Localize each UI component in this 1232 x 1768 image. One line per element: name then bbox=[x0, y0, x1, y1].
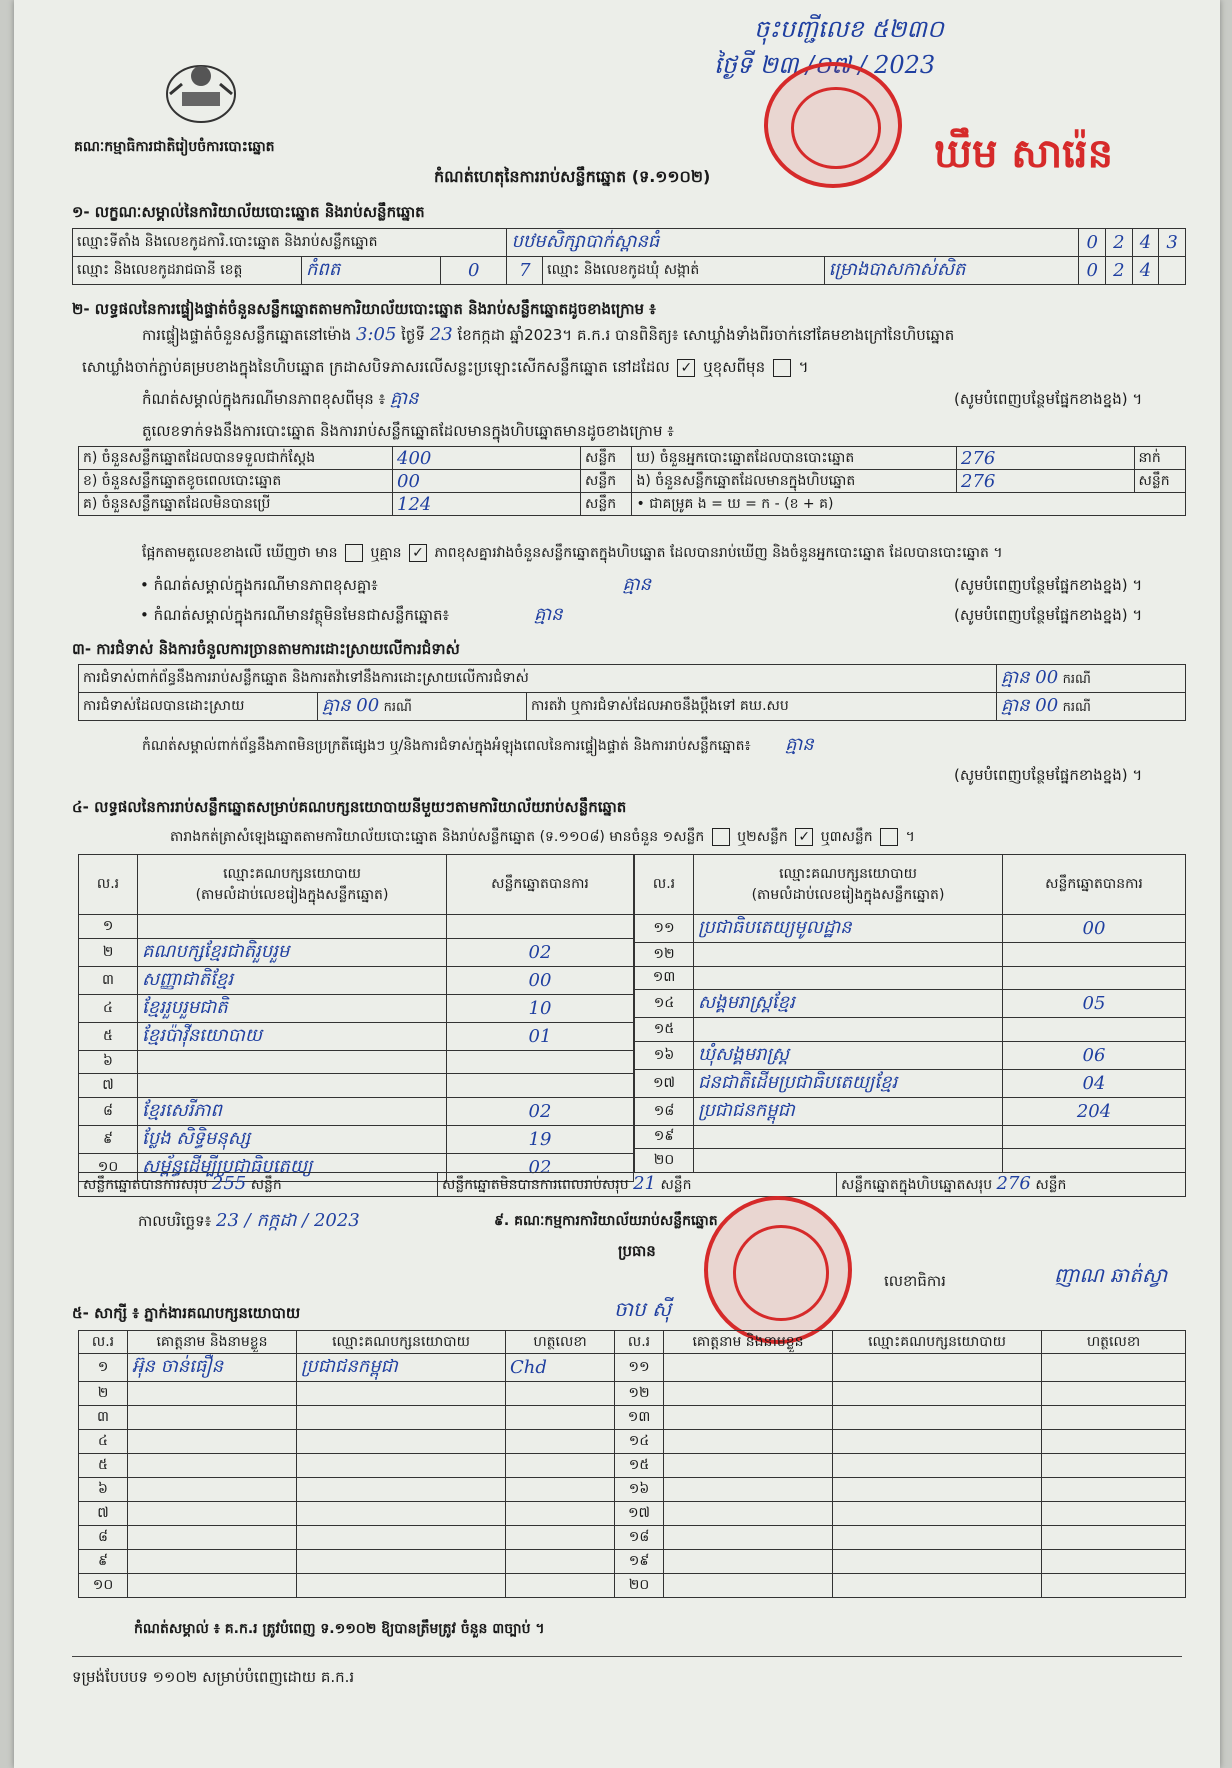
party-row-name bbox=[138, 915, 447, 939]
witness-name bbox=[664, 1382, 833, 1406]
witness-signature bbox=[506, 1354, 615, 1382]
party-row bbox=[635, 1018, 1186, 1042]
party-row-name bbox=[138, 994, 447, 1022]
appeals-value: គ្មាន 00 bbox=[1001, 695, 1059, 716]
ballots-spoiled-value: 00 bbox=[397, 470, 420, 492]
party-row bbox=[635, 1125, 1186, 1149]
witness-party bbox=[297, 1382, 506, 1406]
witness-row bbox=[79, 1502, 1186, 1526]
party-name: ឃុំសង្គមរាស្ត្រ bbox=[698, 1043, 790, 1065]
witness-number: ១១ bbox=[615, 1354, 664, 1382]
ballots-in-box-value: 276 bbox=[961, 470, 996, 492]
witness-signature bbox=[1042, 1550, 1186, 1574]
party-name: សង្គមរាស្ត្រខ្មែរ bbox=[698, 992, 795, 1013]
discrepancy-yes-checkbox[interactable] bbox=[345, 544, 363, 562]
commission-label: ៩. គណៈកម្មការការិយាល័យរាប់សន្លឹកឆ្នោត bbox=[494, 1213, 718, 1229]
party-row-votes bbox=[1003, 1149, 1186, 1173]
party-row-name bbox=[694, 1149, 1003, 1173]
witness-signature bbox=[506, 1550, 615, 1574]
party-row-name bbox=[138, 966, 447, 994]
party-row bbox=[79, 1097, 634, 1125]
party-votes: 02 bbox=[528, 941, 552, 963]
party-name: ប្រជាជនកម្ពុជា bbox=[698, 1099, 795, 1121]
party-name: ជនជាតិដើមប្រជាធិបតេយ្យខ្មែរ bbox=[698, 1071, 898, 1093]
witness-signature bbox=[1042, 1454, 1186, 1478]
witness-name bbox=[664, 1574, 833, 1598]
party-name: ខ្មែររួបរួមជាតិ bbox=[142, 996, 228, 1018]
witness-number: ១ bbox=[79, 1354, 128, 1382]
witness-signature bbox=[1042, 1526, 1186, 1550]
witness-signature bbox=[1042, 1430, 1186, 1454]
unchanged-checkbox[interactable]: ✓ bbox=[677, 359, 695, 377]
party-name: គណបក្សខ្មែរជាតិរួបរួម bbox=[142, 940, 290, 962]
ballots-unused-value: 124 bbox=[397, 493, 432, 515]
witness-party bbox=[833, 1478, 1042, 1502]
witness-party bbox=[833, 1502, 1042, 1526]
party-row-votes bbox=[1003, 1125, 1186, 1149]
party-row-name bbox=[138, 1097, 447, 1125]
party-row-votes bbox=[447, 1022, 634, 1050]
party-name: ប្រជាធិបតេយ្យមូលដ្ឋាន bbox=[698, 917, 852, 938]
witness-number: ៩ bbox=[79, 1550, 128, 1574]
party-row-number: ១៥ bbox=[635, 1018, 694, 1042]
fill-hint: (សូមបំពេញបន្ថែមផ្នែកខាងខ្នង) ។ bbox=[954, 576, 1143, 594]
party-row-votes bbox=[447, 966, 634, 994]
party-row-number: ១៣ bbox=[635, 966, 694, 990]
party-row bbox=[79, 1125, 634, 1153]
witness-signature bbox=[1042, 1382, 1186, 1406]
section3-title: ៣- ការជំទាស់ និងការចំនួលការច្រានតាមការដោះស្រាយលើការជំទាស់ bbox=[72, 640, 460, 658]
party-row-name bbox=[694, 1125, 1003, 1149]
figures-intro: តួលេខទាក់ទងនឹងការបោះឆ្នោត និងការរាប់សន្លឹកឆ្នោតដែលមានក្នុងហិបឆ្នោតមានដូចខាងក្រោម ៖ bbox=[142, 422, 674, 440]
party-row-number: ១៤ bbox=[635, 990, 694, 1018]
witness-row bbox=[79, 1430, 1186, 1454]
ballot-figures-table: ក) ចំនួនសន្លឹកឆ្នោតដែលបានទទួលជាក់ស្តែង 400 សន្លឹក ឃ) ចំនួនអ្នកបោះឆ្នោតដែលបានបោះឆ្នោត 276 នាក់ ខ) ចំនួនសន្លឹកឆ្នោតខូចពេលបោះឆ្នោត 00 សន្លឹក ង) ចំនួនសន្លឹកឆ្នោតដែលមានក្នុងហិបឆ្នោត 276 សន្លឹក គ) ចំនួនសន្លឹកឆ្នោតដែលមិនបានប្រើ 124 សន្លឹក • ជាគម្រូគ ង = ឃ = ក - (ខ + គ) bbox=[78, 446, 1186, 516]
party-row-name bbox=[694, 1018, 1003, 1042]
resolved-objections-value: គ្មាន 00 bbox=[322, 695, 380, 716]
party-row-number: ១២ bbox=[635, 943, 694, 967]
commune-label: ឈ្មោះ និងលេខកូដឃុំ សង្កាត់ bbox=[543, 257, 825, 285]
witness-row bbox=[79, 1354, 1186, 1382]
form-footer: ទម្រង់បែបបទ ១១០២ សម្រាប់បំពេញដោយ គ.ក.រ bbox=[72, 1668, 355, 1686]
party-row bbox=[79, 966, 634, 994]
party-row bbox=[79, 915, 634, 939]
polling-station-label: ឈ្មោះទីតាំង និងលេខកូដការិ.បោះឆ្នោត និងរាប់សន្លឹកឆ្នោត bbox=[73, 229, 507, 257]
handwritten-registration-date: ថ្ងៃទី ២៣ /០៧ / 2023 bbox=[714, 51, 936, 79]
party-votes: 02 bbox=[528, 1100, 552, 1122]
party-row bbox=[635, 1097, 1186, 1125]
witness-party bbox=[297, 1454, 506, 1478]
witness-row bbox=[79, 1478, 1186, 1502]
witness-name bbox=[128, 1454, 297, 1478]
witness-number: ១៧ bbox=[615, 1502, 664, 1526]
witness-name bbox=[128, 1502, 297, 1526]
party-row-number: ៧ bbox=[79, 1074, 138, 1098]
party-row-name bbox=[694, 915, 1003, 943]
changed-checkbox[interactable] bbox=[773, 359, 791, 377]
results-totals: សន្លឹកឆ្នោតបានការសរុប 255 សន្លឹក សន្លឹកឆ្នោតមិនបានការពេលរាប់សរុប 21 សន្លឹក សន្លឹកឆ្នោតក្នុងហិបឆ្នោតសរុប 276 សន្លឹក bbox=[78, 1172, 1186, 1197]
witness-signature bbox=[506, 1430, 615, 1454]
station-code-digit: 4 bbox=[1139, 232, 1152, 253]
witness-party bbox=[833, 1430, 1042, 1454]
witness-signature bbox=[506, 1478, 615, 1502]
form-sheet bbox=[14, 0, 1220, 1768]
total-invalid-value: 21 bbox=[633, 1173, 656, 1194]
witness-party bbox=[833, 1454, 1042, 1478]
party-row bbox=[635, 1041, 1186, 1069]
witness-name bbox=[128, 1430, 297, 1454]
difference-note-value: គ្មាន bbox=[389, 388, 419, 409]
chair-signature: ចាប ស៊ី bbox=[614, 1297, 672, 1321]
party-votes: 00 bbox=[528, 969, 552, 991]
party-row-number: ១៦ bbox=[635, 1041, 694, 1069]
party-row-name bbox=[138, 1050, 447, 1074]
party-row bbox=[635, 1149, 1186, 1173]
fill-hint: (សូមបំពេញបន្ថែមផ្នែកខាងខ្នង) ។ bbox=[954, 766, 1143, 784]
witness-party bbox=[833, 1406, 1042, 1430]
witness-name bbox=[128, 1382, 297, 1406]
discrepancy-paragraph: ផ្អែកតាមតួលេខខាងលើ ឃើញថា មាន ឬគ្មាន ✓ ភាពខុសគ្នារវាងចំនួនសន្លឹកឆ្នោតក្នុងហិបឆ្នោត ដែលបានរាប់ឃើញ និងចំនួនអ្នកបោះឆ្នោត ដែលបានបោះឆ្នោត ។ bbox=[142, 545, 1003, 561]
party-votes: 01 bbox=[528, 1025, 552, 1047]
witness-row bbox=[79, 1406, 1186, 1430]
foreign-object-note-value: គ្មាន bbox=[533, 604, 563, 625]
party-row-number: ១ bbox=[79, 915, 138, 939]
party-results-table-right: ល.រ ឈ្មោះគណបក្សនយោបាយ (តាមលំដាប់លេខរៀងក្នុងសន្លឹកឆ្នោត) សន្លឹកឆ្នោតបានការ ១១ ប្រជាធិបតេយ្យមូលដ្ឋាន 00 ១២ ១៣ ១៤ សង្គមរាស្ត្រខ្មែរ 05 ១៥ ១៦ ឃុំសង្គមរាស្ត្រ 06 ១៧ ជនជាតិដើមប្រជាធិបតេយ្យខ្មែរ 04 ១៨ ប្រជាជនកម្ពុជា 204 ១៩ ២០ bbox=[634, 854, 1186, 1173]
party-row-name bbox=[694, 1041, 1003, 1069]
section4-title: ៤- លទ្ធផលនៃការរាប់សន្លឹកឆ្នោតសម្រាប់គណបក្សនយោបាយនីមួយៗតាមការិយាល័យរាប់សន្លឹកឆ្នោត bbox=[72, 798, 627, 816]
witness-number: ៧ bbox=[79, 1502, 128, 1526]
witness-signature bbox=[506, 1406, 615, 1430]
report-date-value: 23 / កក្កដា / 2023 bbox=[216, 1210, 360, 1231]
witness-party bbox=[297, 1502, 506, 1526]
witness-name bbox=[664, 1502, 833, 1526]
station-code-digit: 2 bbox=[1113, 232, 1125, 253]
objections-table: ការជំទាស់ពាក់ព័ន្ធនឹងការរាប់សន្លឹកឆ្នោត និងការតវ៉ាទៅនឹងការដោះស្រាយលើការជំទាស់ គ្មាន 00 ករណី ការជំទាស់ដែលបានដោះស្រាយ គ្មាន 00 ករណី ការតវ៉ា ឬការជំទាស់ដែលអាចនឹងប្តឹងទៅ គឃ.សប គ្មាន 00 ករណី bbox=[78, 664, 1186, 721]
handwritten-registration-no: ចុះបញ្ជីលេខ ៥២៣០ bbox=[754, 15, 944, 43]
witness-number: ១៩ bbox=[615, 1550, 664, 1574]
verification-paragraph-1: ការផ្ទៀងផ្ទាត់ចំនួនសន្លឹកឆ្នោតនៅម៉ោង 3:05 ថ្ងៃទី 23 ខែកក្កដា ឆ្នាំ2023។ គ.ក.រ បានពិនិត្យ៖ សោឃ្លាំងទាំងពីរចាក់នៅគែមខាងក្រៅនៃហិបឆ្នោត bbox=[142, 324, 955, 345]
party-row-name bbox=[138, 1074, 447, 1098]
party-row bbox=[79, 1074, 634, 1098]
commune-code-digit: 2 bbox=[1113, 260, 1125, 281]
witness-handwriting: អ៊ុន ចាន់ធឿន bbox=[132, 1356, 224, 1377]
witness-row bbox=[79, 1574, 1186, 1598]
party-row-votes bbox=[1003, 915, 1186, 943]
party-row-number: ៦ bbox=[79, 1050, 138, 1074]
witness-name bbox=[128, 1406, 297, 1430]
witness-row bbox=[79, 1550, 1186, 1574]
footer-divider bbox=[72, 1656, 1182, 1657]
party-name: ខ្មែរសេរីភាព bbox=[142, 1099, 222, 1121]
witness-signature bbox=[506, 1382, 615, 1406]
witness-name bbox=[664, 1478, 833, 1502]
objections-value: គ្មាន 00 bbox=[1001, 667, 1059, 688]
secretary-label: លេខាធិការ bbox=[884, 1272, 946, 1290]
party-row-name bbox=[138, 1125, 447, 1153]
witness-name bbox=[128, 1526, 297, 1550]
official-stamp-top bbox=[764, 62, 902, 188]
party-row-name bbox=[694, 943, 1003, 967]
witness-party bbox=[297, 1478, 506, 1502]
total-in-box-value: 276 bbox=[996, 1173, 1031, 1194]
party-name: ខ្មែរប៉ាវ៉ីនយោបាយ bbox=[142, 1024, 262, 1046]
witness-number: ១៨ bbox=[615, 1526, 664, 1550]
party-name: សញ្ញាជាតិខ្មែរ bbox=[142, 968, 234, 990]
red-stamp-name: ឃឹម សារ៉េន bbox=[934, 131, 1113, 177]
province-value: កំពត bbox=[306, 259, 341, 280]
party-row-number: ៥ bbox=[79, 1022, 138, 1050]
witness-name bbox=[664, 1430, 833, 1454]
witness-party bbox=[833, 1354, 1042, 1382]
party-row bbox=[79, 1050, 634, 1074]
tally-sheet-intro: តារាងកត់ត្រាសំឡេងឆ្នោតតាមការិយាល័យបោះឆ្នោត និងរាប់សន្លឹកឆ្នោត (ទ.១១០៨) មានចំនួន ១សន្លឹក ឬ២សន្លឹក ✓ ឬ៣សន្លឹក ។ bbox=[170, 829, 915, 845]
province-code-digit: 7 bbox=[519, 260, 531, 281]
station-code-digit: 3 bbox=[1166, 232, 1178, 253]
section1-title: ១- លក្ខណៈសម្គាល់នៃការិយាល័យបោះឆ្នោត និងរាប់សន្លឹកឆ្នោត bbox=[72, 203, 425, 221]
party-row-votes bbox=[447, 938, 634, 966]
witness-name bbox=[128, 1574, 297, 1598]
witness-number: ៤ bbox=[79, 1430, 128, 1454]
party-votes: 06 bbox=[1082, 1044, 1106, 1066]
verification-time: 3:05 bbox=[355, 324, 397, 345]
three-sheets-checkbox[interactable] bbox=[880, 828, 898, 846]
province-code-digit: 0 bbox=[467, 260, 480, 281]
party-row bbox=[635, 943, 1186, 967]
discrepancy-note-value: គ្មាន bbox=[622, 574, 652, 595]
witness-number: ២ bbox=[79, 1382, 128, 1406]
verification-paragraph-2: សោឃ្លាំងចាក់ភ្ជាប់គម្របខាងក្នុងនៃហិបឆ្នោត ក្រដាសបិទភាសរលើសន្លះប្រឡោះសើកសន្លឹកឆ្នោត នៅដដែល ✓ ឬខុសពីមុន ។ bbox=[82, 358, 809, 376]
witness-name bbox=[664, 1354, 833, 1382]
witness-signature bbox=[506, 1454, 615, 1478]
witness-party bbox=[833, 1382, 1042, 1406]
witness-party bbox=[833, 1574, 1042, 1598]
party-votes: 02 bbox=[528, 1156, 552, 1178]
foreign-object-note: • កំណត់សម្គាល់ក្នុងករណីមានវត្ថុមិនមែនជាសន្លឹកឆ្នោត៖ គ្មាន bbox=[140, 604, 563, 625]
party-row-votes bbox=[1003, 1097, 1186, 1125]
committee-name: គណៈកម្មាធិការជាតិរៀបចំការបោះឆ្នោត bbox=[74, 139, 275, 155]
party-votes: 19 bbox=[528, 1128, 552, 1150]
witness-number: ៨ bbox=[79, 1526, 128, 1550]
witness-handwriting: ប្រជាជនកម្ពុជា bbox=[301, 1356, 398, 1377]
fill-hint: (សូមបំពេញបន្ថែមផ្នែកខាងខ្នង) ។ bbox=[954, 390, 1143, 408]
party-row-name bbox=[694, 1097, 1003, 1125]
party-row bbox=[79, 1022, 634, 1050]
witness-signature bbox=[506, 1502, 615, 1526]
witness-name bbox=[664, 1406, 833, 1430]
party-row bbox=[635, 990, 1186, 1018]
witness-party bbox=[297, 1574, 506, 1598]
party-votes: 10 bbox=[528, 997, 552, 1019]
commune-code-digit: 0 bbox=[1086, 260, 1098, 281]
party-row bbox=[635, 1069, 1186, 1097]
commune-value: ម្រោងបាសកាស់សិត bbox=[828, 259, 966, 280]
witness-signature bbox=[1042, 1574, 1186, 1598]
party-name: សម្ព័ន្ធដើម្បីប្រជាធិបតេយ្យ bbox=[142, 1155, 313, 1177]
witness-name bbox=[664, 1454, 833, 1478]
party-row-name bbox=[138, 938, 447, 966]
witness-signature bbox=[1042, 1406, 1186, 1430]
party-row-votes bbox=[1003, 990, 1186, 1018]
witness-signature bbox=[506, 1526, 615, 1550]
verification-day: 23 bbox=[429, 324, 453, 345]
voters-value: 276 bbox=[961, 447, 996, 469]
party-row-votes bbox=[1003, 966, 1186, 990]
witness-number: ១៥ bbox=[615, 1454, 664, 1478]
party-row-votes bbox=[1003, 1041, 1186, 1069]
witness-row bbox=[79, 1382, 1186, 1406]
irregularities-note: កំណត់សម្គាល់ពាក់ព័ន្ធនឹងភាពមិនប្រក្រតីផ្សេងៗ ឬ/និងការជំទាស់ក្នុងអំឡុងពេលនៃការផ្ទៀងផ្ទាត់ និងការរាប់សន្លឹកឆ្នោត៖ គ្មាន bbox=[142, 734, 814, 755]
party-row bbox=[635, 915, 1186, 943]
party-row-votes bbox=[447, 994, 634, 1022]
report-date: កាលបរិច្ឆេទ៖ 23 / កក្កដា / 2023 bbox=[138, 1210, 360, 1231]
witness-row bbox=[79, 1454, 1186, 1478]
party-row-number: ៣ bbox=[79, 966, 138, 994]
party-row-votes bbox=[1003, 1018, 1186, 1042]
station-code-digit: 0 bbox=[1086, 232, 1098, 253]
irregularities-note-value: គ្មាន bbox=[785, 734, 814, 755]
province-label: ឈ្មោះ និងលេខកូដរាជធានី ខេត្ត bbox=[73, 257, 302, 285]
party-row-number: ១៨ bbox=[635, 1097, 694, 1125]
party-votes: 204 bbox=[1076, 1100, 1112, 1122]
party-row-votes bbox=[447, 915, 634, 939]
witness-party bbox=[833, 1550, 1042, 1574]
party-row-number: ៤ bbox=[79, 994, 138, 1022]
party-votes: 04 bbox=[1082, 1072, 1106, 1094]
party-row-votes bbox=[447, 1050, 634, 1074]
party-row-number: ១០ bbox=[79, 1153, 138, 1181]
commune-code-digit: 4 bbox=[1139, 260, 1152, 281]
total-valid-value: 255 bbox=[211, 1173, 247, 1194]
party-row-number: ២០ bbox=[635, 1149, 694, 1173]
party-row bbox=[79, 994, 634, 1022]
form-title: កំណត់ហេតុនៃការរាប់សន្លឹកឆ្នោត (ទ.១១០២) bbox=[434, 167, 711, 186]
witness-number: ៦ bbox=[79, 1478, 128, 1502]
party-row-name bbox=[694, 990, 1003, 1018]
secretary-signature: ញាណ ឆាត់ស្វា bbox=[1054, 1263, 1168, 1287]
party-row-votes bbox=[447, 1125, 634, 1153]
party-row bbox=[79, 938, 634, 966]
witness-party bbox=[297, 1406, 506, 1430]
discrepancy-no-checkbox[interactable]: ✓ bbox=[409, 544, 427, 562]
witness-signature bbox=[506, 1574, 615, 1598]
section5-title: ៥- សាក្សី ៖ ភ្នាក់ងារគណបក្សនយោបាយ bbox=[72, 1304, 301, 1322]
party-row-votes bbox=[1003, 1069, 1186, 1097]
one-sheet-checkbox[interactable] bbox=[712, 828, 730, 846]
polling-station-value: បឋមសិក្សាបាក់ស្ពានធំ bbox=[511, 231, 660, 252]
party-row-name bbox=[694, 1069, 1003, 1097]
witness-number: ១០ bbox=[79, 1574, 128, 1598]
witness-number: ១៣ bbox=[615, 1406, 664, 1430]
witness-party bbox=[297, 1550, 506, 1574]
ballots-received-value: 400 bbox=[397, 447, 432, 469]
party-row bbox=[635, 966, 1186, 990]
witness-name bbox=[664, 1550, 833, 1574]
witness-signature bbox=[1042, 1502, 1186, 1526]
witness-party bbox=[297, 1526, 506, 1550]
party-row-name bbox=[138, 1022, 447, 1050]
witness-party bbox=[297, 1430, 506, 1454]
party-row-votes bbox=[447, 1074, 634, 1098]
witness-signature bbox=[1042, 1478, 1186, 1502]
section2-title: ២- លទ្ធផលនៃការផ្ទៀងផ្ទាត់ចំនួនសន្លឹកឆ្នោតតាមការិយាល័យបោះឆ្នោត និងរាប់សន្លឹកឆ្នោតដូចខាងក្រោម ៖ bbox=[72, 300, 656, 318]
party-row-number: ២ bbox=[79, 938, 138, 966]
witness-number: ១២ bbox=[615, 1382, 664, 1406]
witness-name bbox=[128, 1478, 297, 1502]
two-sheets-checkbox[interactable]: ✓ bbox=[795, 828, 813, 846]
discrepancy-note: • កំណត់សម្គាល់ក្នុងករណីមានភាពខុសគ្នា៖ គ្មាន bbox=[140, 574, 652, 595]
section1-table bbox=[72, 228, 1186, 285]
party-row-name bbox=[694, 966, 1003, 990]
witness-table: ល.រ គោត្តនាម និងនាមខ្លួន ឈ្មោះគណបក្សនយោបាយ ហត្ថលេខា ល.រ គោត្តនាម និងនាមខ្លួន ឈ្មោះគណបក្សនយោបាយ ហត្ថលេខា ១ អ៊ុន ចាន់ធឿន ប្រជាជនកម្ពុជា Chd ១១ ២ ១២ ៣ ១៣ ៤ ១៤ ៥ ១៥ ៦ ១៦ ៧ ១៧ ៨ ១៨ ៩ ១៩ ១០ ២០ bbox=[78, 1330, 1186, 1598]
difference-note: កំណត់សម្គាល់ក្នុងករណីមានភាពខុសពីមុន ៖ គ្មាន bbox=[142, 388, 419, 409]
witness-party bbox=[297, 1354, 506, 1382]
witness-number: ១៦ bbox=[615, 1478, 664, 1502]
witness-party bbox=[833, 1526, 1042, 1550]
witness-number: ២០ bbox=[615, 1574, 664, 1598]
party-row-number: ៨ bbox=[79, 1097, 138, 1125]
witness-name bbox=[664, 1526, 833, 1550]
witness-number: ១៤ bbox=[615, 1430, 664, 1454]
witness-handwriting: Chd bbox=[510, 1357, 547, 1378]
party-row-votes bbox=[447, 1097, 634, 1125]
party-row-number: ៩ bbox=[79, 1125, 138, 1153]
party-row-votes bbox=[1003, 943, 1186, 967]
witness-name bbox=[128, 1550, 297, 1574]
fill-hint: (សូមបំពេញបន្ថែមផ្នែកខាងខ្នង) ។ bbox=[954, 606, 1143, 624]
witness-number: ៣ bbox=[79, 1406, 128, 1430]
party-results-table-left: ល.រ ឈ្មោះគណបក្សនយោបាយ (តាមលំដាប់លេខរៀងក្នុងសន្លឹកឆ្នោត) សន្លឹកឆ្នោតបានការ ១ ២ គណបក្សខ្មែរជាតិរួបរួម 02 ៣ សញ្ញាជាតិខ្មែរ 00 ៤ ខ្មែររួបរួមជាតិ 10 ៥ ខ្មែរប៉ាវ៉ីនយោបាយ 01 ៦ ៧ ៨ ខ្មែរសេរីភាព 02 ៩ ប្លែង សិទ្ធិមនុស្ស 19 ១០ សម្ព័ន្ធដើម្បីប្រជាធិបតេយ្យ 02 bbox=[78, 854, 634, 1182]
party-row-number: ១៩ bbox=[635, 1125, 694, 1149]
witness-name bbox=[128, 1354, 297, 1382]
official-stamp-bottom bbox=[704, 1196, 852, 1344]
form-note: កំណត់សម្គាល់ ៖ គ.ក.រ ត្រូវបំពេញ ទ.១១០២ ឱ្យបានត្រឹមត្រូវ ចំនួន ៣ច្បាប់ ។ bbox=[134, 1621, 545, 1637]
party-votes: 00 bbox=[1082, 918, 1106, 939]
witness-signature bbox=[1042, 1354, 1186, 1382]
party-name: ប្លែង សិទ្ធិមនុស្ស bbox=[142, 1127, 251, 1149]
chair-label: ប្រធាន bbox=[618, 1242, 656, 1260]
witness-row bbox=[79, 1526, 1186, 1550]
party-row-number: ១៧ bbox=[635, 1069, 694, 1097]
formula: • ជាគម្រូគ ង = ឃ = ក - (ខ + គ) bbox=[632, 493, 1186, 516]
party-votes: 05 bbox=[1082, 993, 1106, 1014]
party-row-number: ១១ bbox=[635, 915, 694, 943]
witness-number: ៥ bbox=[79, 1454, 128, 1478]
royal-emblem-icon bbox=[162, 54, 240, 124]
